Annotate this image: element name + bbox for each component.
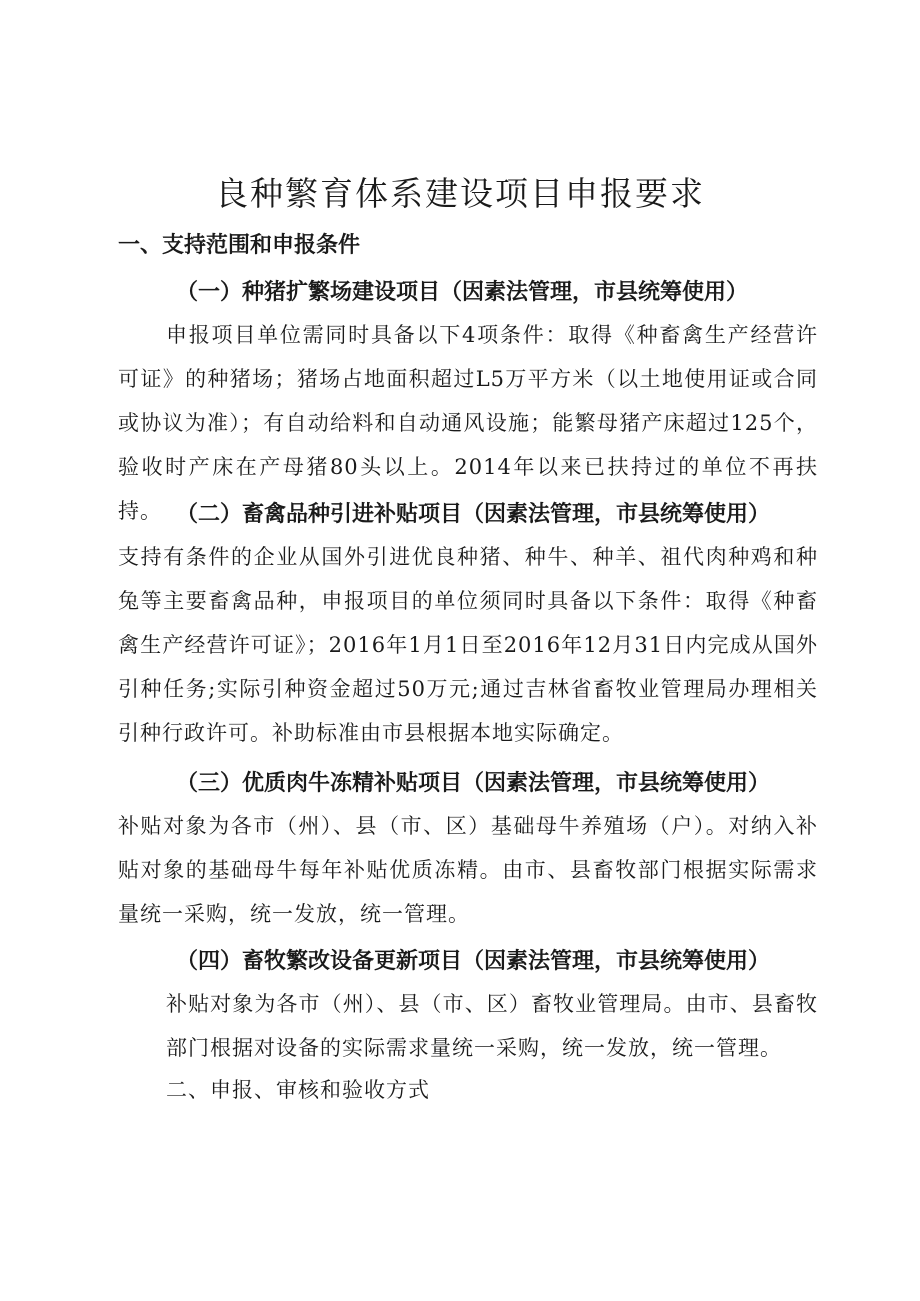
paragraph-pig-breeding: 申报项目单位需同时具备以下4项条件：取得《种畜禽生产经营许可证》的种猪场；猪场占地面积超过L5万平方米（以土地使用证或合同或协议为准）；有自动给料和自动通风设施；能繁母猪产床超过125个，验收时产床在产母猪80头以上。2014年以来已扶持过的单位不再扶持。 [118,323,818,523]
paragraph-beef-semen: 补贴对象为各市（州）、县（市、区）基础母牛养殖场（户）。对纳入补贴对象的基础母牛每年补贴优质冻精。由市、县畜牧部门根据实际需求量统一采购，统一发放，统一管理。 [118,814,818,926]
document-title: 良种繁育体系建设项目申报要求 [215,174,705,213]
subsection-heading-beef-semen: （三）优质肉牛冻精补贴项目（因素法管理，市县统筹使用） [176,771,771,796]
section-heading-review: 二、申报、审核和验收方式 [166,1078,430,1102]
subsection-heading-equipment: （四）畜牧繁改设备更新项目（因素法管理，市县统筹使用） [176,949,771,974]
paragraph-equipment: 补贴对象为各市（州）、县（市、区）畜牧业管理局。由市、县畜牧部门根据对设备的实际需求量统一采购，统一发放，统一管理。 [166,992,818,1060]
subsection-heading-pig-breeding: （一）种猪扩繁场建设项目（因素法管理，市县统筹使用） [176,280,749,305]
paragraph-breed-import: 支持有条件的企业从国外引进优良种猪、种牛、种羊、祖代肉种鸡和种兔等主要畜禽品种，申报项目的单位须同时具备以下条件：取得《种畜禽生产经营许可证》；2016年1月1日至2016年12月31日内完成从国外引种任务;实际引种资金超过50万元;通过吉林省畜牧业管理局办理相关引种行政许可。补助标准由市县根据本地实际确定。 [118,545,818,745]
section-heading-scope: 一、支持范围和申报条件 [118,233,361,258]
subsection-heading-breed-import: （二）畜禽品种引进补贴项目（因素法管理，市县统筹使用） [176,502,771,527]
